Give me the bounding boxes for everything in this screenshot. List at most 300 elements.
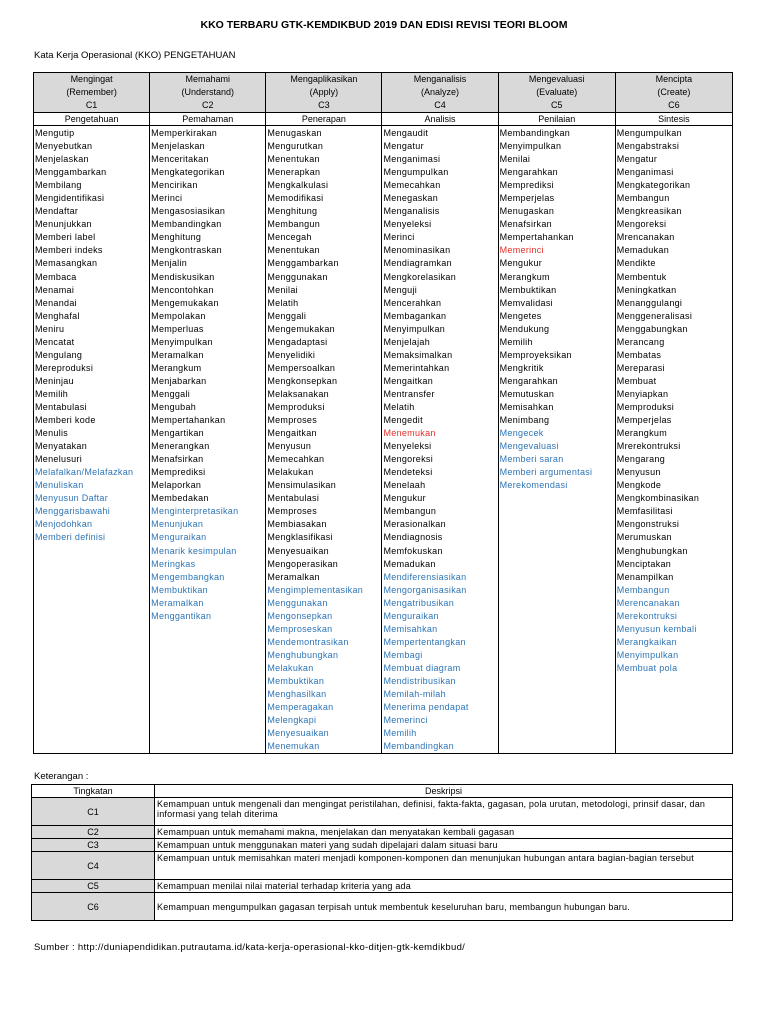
description-cell: Kemampuan mengumpulkan gagasan terpisah untuk membentuk keseluruhan baru, membangun hubungan baru. <box>155 893 733 921</box>
verb-item: Membatas <box>616 349 662 360</box>
verb-item: Memerintahkan <box>383 362 450 373</box>
verb-item: Mengonsepkan <box>267 610 333 621</box>
verb-item: Membangun <box>616 193 670 204</box>
verb-item: Mencirikan <box>151 180 198 191</box>
kko-table <box>33 72 733 754</box>
verb-item: Mempersoalkan <box>267 362 336 373</box>
verb-item: Melakukan <box>267 467 314 478</box>
verb-item: Memaksimalkan <box>383 349 453 360</box>
level-cell: C4 <box>32 852 155 880</box>
verb-item: Mrerekontruksi <box>616 441 681 452</box>
verb-item: Meramalkan <box>151 349 204 360</box>
verb-item: Memecahkan <box>383 180 441 191</box>
verb-item: Mengorganisasikan <box>383 584 467 595</box>
verb-item: Memprediksi <box>151 467 206 478</box>
verb-item: Memperagakan <box>267 702 334 713</box>
verb-item: Menuliskan <box>35 480 84 491</box>
verb-item: Membagi <box>383 649 423 660</box>
verb-item: Memperluas <box>151 323 204 334</box>
verb-item: Menyusun kembali <box>616 623 697 634</box>
verb-item: Merumuskan <box>616 532 672 543</box>
verb-item: Mengasosiasikan <box>151 206 226 217</box>
verb-item: Mengatur <box>383 141 424 152</box>
verb-item: Menulis <box>35 428 69 439</box>
verb-item: Mengkode <box>616 480 662 491</box>
verb-item: Menyusun <box>267 441 312 452</box>
verb-list-c4 <box>382 126 498 754</box>
verb-item: Memodifikasi <box>267 193 324 204</box>
keterangan-label: Keterangan : <box>34 771 89 782</box>
verb-item: Mentransfer <box>383 388 435 399</box>
verb-item: Memecahkan <box>267 454 325 465</box>
verb-item: Mengutip <box>35 128 75 138</box>
verb-item: Menerangkan <box>151 441 210 452</box>
verb-item: Mentabulasi <box>267 493 320 504</box>
description-header: Deskripsi <box>155 785 733 798</box>
verb-item: Merancang <box>616 336 665 347</box>
verb-item: Mengaudit <box>383 128 429 138</box>
verb-item: Memproyeksikan <box>499 349 572 360</box>
column-header-code: C4 <box>434 100 446 110</box>
verb-item: Mendiagnosis <box>383 532 443 543</box>
verb-item: Menginterpretasikan <box>151 506 239 517</box>
verb-item: Meninjau <box>35 375 74 386</box>
verb-item: Melengkapi <box>267 715 317 726</box>
verb-item: Memberi definisi <box>35 532 106 543</box>
verb-item: Menganalisis <box>383 206 440 217</box>
verb-item: Mengubah <box>151 401 197 412</box>
description-header-row <box>32 785 733 798</box>
description-cell: Kemampuan untuk memisahkan materi menjadi komponen-komponen dan menunjukan hubungan antara bagian-bagian tersebut <box>155 852 733 880</box>
verb-item: Mengoperasikan <box>267 558 339 569</box>
column-header-name: Mengaplikasikan <box>290 74 358 84</box>
verb-item: Memvalidasi <box>499 297 553 308</box>
verb-item: Mengetes <box>499 310 542 321</box>
verb-item: Memproduksi <box>616 401 675 412</box>
level-cell: C1 <box>32 798 155 826</box>
verb-item: Menceritakan <box>151 154 209 165</box>
verb-item: Mengkreasikan <box>616 206 682 217</box>
level-cell: C5 <box>32 880 155 893</box>
verb-item: Mengemukakan <box>267 323 335 334</box>
verb-item: Mengoreksi <box>383 454 433 465</box>
verb-item: Menemukan <box>383 428 436 439</box>
column-header-c3 <box>266 73 382 113</box>
verb-item: Mengarahkan <box>499 167 558 178</box>
verb-item: Melafalkan/Melafazkan <box>35 467 134 478</box>
verb-item: Mengadaptasi <box>267 336 328 347</box>
verb-item: Menyimpulkan <box>499 141 562 152</box>
verb-item: Mengkorelasikan <box>383 271 457 282</box>
verb-item: Mengkalkulasi <box>267 180 329 191</box>
verb-item: Menilai <box>499 154 531 165</box>
verb-item: Membandingkan <box>383 741 454 752</box>
verb-item: Menyimpulkan <box>151 336 213 347</box>
verb-item: Membedakan <box>151 493 209 504</box>
verb-item: Menggali <box>267 310 307 321</box>
verb-item: Menggeneralisasi <box>616 310 693 321</box>
verb-item: Menjodohkan <box>35 519 93 530</box>
verb-item: Mengembangkan <box>151 571 225 582</box>
verb-item: Memasangkan <box>35 258 98 269</box>
verb-item: Menyusun <box>616 467 661 478</box>
verb-item: Memperjelas <box>616 415 672 426</box>
column-subheader-row <box>34 113 733 126</box>
verb-item: Mendiagramkan <box>383 258 452 269</box>
verb-item: Mengimplementasikan <box>267 584 364 595</box>
verb-item: Mengecek <box>499 428 544 439</box>
column-header-code: C5 <box>550 100 563 110</box>
column-subheader-c3: Penerapan <box>266 113 382 126</box>
verb-item: Menggambarkan <box>35 167 107 178</box>
verb-item: Mengumpulkan <box>616 128 682 138</box>
verb-item: Mencerahkan <box>383 297 442 308</box>
source-citation: Sumber : http://duniapendidikan.putrautama.id/kata-kerja-operasional-kko-ditjen-gtk-kemdikbud/ <box>34 942 466 953</box>
verb-item: Memberi label <box>35 232 96 243</box>
column-header-c2 <box>150 73 266 113</box>
verb-item: Memisahkan <box>383 623 438 634</box>
verb-item: Memilih <box>35 388 69 399</box>
level-cell: C2 <box>32 826 155 839</box>
verb-item: Menyelidiki <box>267 349 316 360</box>
column-header-name: Mengevaluasi <box>528 74 585 84</box>
verb-list-c2 <box>150 126 266 754</box>
verb-item: Menafsirkan <box>499 219 552 230</box>
verb-item: Mendistribusikan <box>383 675 456 686</box>
column-header-c1 <box>34 73 150 113</box>
description-row <box>32 826 733 839</box>
verb-item: Mrencanakan <box>616 232 675 243</box>
verb-item: Memperkirakan <box>151 128 218 138</box>
verb-item: Merangkaikan <box>616 636 677 647</box>
verb-item: Mengoreksi <box>616 219 667 230</box>
verb-item: Mendukung <box>499 323 550 334</box>
verb-item: Menelusuri <box>35 454 83 465</box>
verb-item: Menunjukkan <box>35 219 92 230</box>
description-table <box>31 784 733 921</box>
verb-item: Menyusun Daftar <box>35 493 109 504</box>
verb-item: Mengedit <box>383 415 423 426</box>
column-subheader-c4: Analisis <box>382 113 498 126</box>
verb-item: Membuat diagram <box>383 662 461 673</box>
verb-item: Menghitung <box>151 232 202 243</box>
verb-item: Membangun <box>383 506 437 517</box>
verb-item: Membilang <box>35 180 82 191</box>
verb-item: Menjelaskan <box>35 154 89 165</box>
verb-item: Menugaskan <box>499 206 555 217</box>
verb-item: Menentukan <box>267 245 320 256</box>
verb-item: Menyimpulkan <box>383 323 446 334</box>
verb-item: Mengartikan <box>151 428 204 439</box>
verb-item: Menjabarkan <box>151 375 207 386</box>
column-subheader-c2: Pemahaman <box>150 113 266 126</box>
verb-item: Mereproduksi <box>35 362 94 373</box>
verb-item: Menafsirkan <box>151 454 204 465</box>
verb-list-c5 <box>498 126 615 754</box>
verb-item: Mengaitkan <box>267 428 317 439</box>
verb-item: Memperjelas <box>499 193 555 204</box>
verb-item: Memberi indeks <box>35 245 103 256</box>
verb-item: Mengukur <box>383 493 426 504</box>
verb-item: Menyebutkan <box>35 141 93 152</box>
column-header-en: (Apply) <box>309 87 339 97</box>
verb-item: Menjalin <box>151 258 188 269</box>
column-header-code: C1 <box>85 100 98 110</box>
verb-item: Menyimpulkan <box>616 649 679 660</box>
verb-item: Mempertentangkan <box>383 636 466 647</box>
level-header: Tingkatan <box>32 785 155 798</box>
level-cell: C3 <box>32 839 155 852</box>
verb-item: Menerapkan <box>267 167 321 178</box>
verb-item: Membangun <box>616 584 670 595</box>
verb-item: Mengemukakan <box>151 297 219 308</box>
verb-item: Melaksanakan <box>267 388 329 399</box>
column-header-en: (Analyze) <box>421 87 460 97</box>
column-header-code: C2 <box>201 100 214 110</box>
verb-item: Mengkonsepkan <box>267 375 338 386</box>
verb-item: Menggali <box>151 388 191 399</box>
column-header-name: Mengingat <box>70 74 113 84</box>
verb-item: Membentuk <box>616 271 667 282</box>
verb-item: Mendiferensiasikan <box>383 571 467 582</box>
verb-item: Memilah-milah <box>383 689 446 700</box>
verb-item: Menggabungkan <box>616 323 688 334</box>
verb-item: Menarik kesimpulan <box>151 545 237 556</box>
verb-list-c1 <box>34 126 150 754</box>
verb-item: Menyesuaikan <box>267 545 329 556</box>
description-cell: Kemampuan untuk mengenali dan mengingat peristilahan, definisi, fakta-fakta, gagasan, pola urutan, metodologi, prinsif dasar, dan informasi yang telah diterima <box>155 798 733 826</box>
verb-item: Mengevaluasi <box>499 441 559 452</box>
verb-item: Mengkategorikan <box>151 167 225 178</box>
description-row <box>32 893 733 921</box>
verb-item: Menunjukan <box>151 519 204 530</box>
verb-item: Menominasikan <box>383 245 451 256</box>
verb-item: Mencegah <box>267 232 312 243</box>
verb-item: Membiasakan <box>267 519 327 530</box>
verb-item: Membuat pola <box>616 662 678 673</box>
verb-item: Memerinci <box>383 715 428 726</box>
verb-item: Menampilkan <box>616 571 674 582</box>
table-subtitle: Kata Kerja Operasional (KKO) PENGETAHUAN <box>34 50 236 61</box>
verb-item: Merasionalkan <box>383 519 446 530</box>
verb-item: Memerinci <box>499 245 544 256</box>
column-header-name: Memahami <box>185 74 230 84</box>
verb-item: Merencanakan <box>616 597 680 608</box>
verb-item: Merekomendasi <box>499 480 568 491</box>
verb-item: Menandai <box>35 297 77 308</box>
verb-item: Mengonstruksi <box>616 519 680 530</box>
verb-item: Mencontohkan <box>151 284 214 295</box>
column-header-name: Menganalisis <box>413 74 467 84</box>
verb-item: Mempertahankan <box>499 232 574 243</box>
verb-item: Memberi argumentasi <box>499 467 593 478</box>
verb-item: Melatih <box>383 401 415 412</box>
verb-item: Membuktikan <box>151 584 208 595</box>
verb-item: Menjelaskan <box>151 141 205 152</box>
column-header-c6 <box>615 73 732 113</box>
verb-item: Mengulang <box>35 349 83 360</box>
verb-item: Merinci <box>151 193 183 204</box>
verb-item: Menganimasi <box>383 154 441 165</box>
verb-item: Menciptakan <box>616 558 672 569</box>
verb-item: Menugaskan <box>267 128 322 138</box>
verb-item: Membuktikan <box>499 284 557 295</box>
verb-item: Memfokuskan <box>383 545 443 556</box>
verb-item: Menghitung <box>267 206 318 217</box>
verb-item: Menghasilkan <box>267 689 327 700</box>
verb-item: Menelaah <box>383 480 426 491</box>
verb-item: Menguji <box>383 284 418 295</box>
verb-item: Mengarang <box>616 454 666 465</box>
verb-item: Mendeteksi <box>383 467 433 478</box>
verb-item: Meningkatkan <box>616 284 677 295</box>
column-header-c5 <box>498 73 615 113</box>
verb-item: Menentukan <box>267 154 320 165</box>
column-subheader-c6: Sintesis <box>615 113 732 126</box>
column-header-en: (Create) <box>657 87 691 97</box>
column-header-name: Mencipta <box>655 74 693 84</box>
verb-item: Membaca <box>35 271 77 282</box>
verb-item: Menguraikan <box>151 532 207 543</box>
verb-item: Mendiskusikan <box>151 271 215 282</box>
verb-item: Mempolakan <box>151 310 206 321</box>
verb-item: Menegaskan <box>383 193 439 204</box>
verb-item: Menemukan <box>267 741 320 752</box>
column-header-code: C6 <box>668 100 680 110</box>
description-row <box>32 880 733 893</box>
verb-item: Merangkum <box>499 271 550 282</box>
verb-item: Menguraikan <box>383 610 439 621</box>
verb-item: Mengkritik <box>499 362 544 373</box>
verb-item: Membuktikan <box>267 675 325 686</box>
verb-item: Menyeleksi <box>383 441 432 452</box>
verb-list-row <box>34 126 733 754</box>
verb-item: Mengabstraksi <box>616 141 680 152</box>
verb-item: Memutuskan <box>499 388 555 399</box>
verb-item: Memilih <box>499 336 533 347</box>
verb-item: Menggarisbawahi <box>35 506 111 517</box>
verb-item: Menghafal <box>35 310 80 321</box>
column-subheader-c5: Penilaian <box>498 113 615 126</box>
verb-item: Memfasilitasi <box>616 506 673 517</box>
verb-item: Mendaftar <box>35 206 79 217</box>
verb-item: Mendikte <box>616 258 656 269</box>
column-header-row <box>34 73 733 113</box>
verb-item: Mengkategorikan <box>616 180 691 191</box>
verb-item: Mengkontraskan <box>151 245 222 256</box>
description-row <box>32 798 733 826</box>
verb-item: Melakukan <box>267 662 314 673</box>
verb-item: Membandingkan <box>499 128 571 138</box>
verb-item: Mengaitkan <box>383 375 433 386</box>
verb-item: Mengarahkan <box>499 375 558 386</box>
verb-item: Menganimasi <box>616 167 674 178</box>
verb-item: Meniru <box>35 323 65 334</box>
verb-item: Mengidentifikasi <box>35 193 105 204</box>
verb-item: Memadukan <box>616 245 670 256</box>
verb-item: Menerima pendapat <box>383 702 469 713</box>
verb-item: Menggunakan <box>267 271 328 282</box>
description-cell: Kemampuan menilai nilai material terhadap kriteria yang ada <box>155 880 733 893</box>
verb-item: Meramalkan <box>151 597 204 608</box>
verb-item: Memproseskan <box>267 623 333 634</box>
verb-item: Merinci <box>383 232 415 243</box>
verb-item: Memproses <box>267 415 318 426</box>
verb-item: Mengklasifikasi <box>267 532 333 543</box>
verb-item: Mengurutkan <box>267 141 324 152</box>
verb-item: Menggantikan <box>151 610 212 621</box>
column-header-en: (Understand) <box>181 87 234 97</box>
level-cell: C6 <box>32 893 155 921</box>
column-header-en: (Evaluate) <box>536 87 578 97</box>
verb-item: Membagankan <box>383 310 447 321</box>
verb-item: Menggunakan <box>267 597 328 608</box>
verb-item: Membuat <box>616 375 657 386</box>
description-row <box>32 852 733 880</box>
verb-item: Mengukur <box>499 258 543 269</box>
verb-item: Meramalkan <box>267 571 320 582</box>
verb-item: Mencatat <box>35 336 75 347</box>
verb-item: Menyeleksi <box>383 219 432 230</box>
verb-item: Memproduksi <box>267 401 325 412</box>
verb-item: Menamai <box>35 284 75 295</box>
verb-item: Menyatakan <box>35 441 88 452</box>
column-subheader-c1: Pengetahuan <box>34 113 150 126</box>
verb-item: Merangkum <box>616 428 667 439</box>
verb-item: Mereparasi <box>616 362 665 373</box>
verb-item: Meringkas <box>151 558 196 569</box>
verb-item: Mensimulasikan <box>267 480 337 491</box>
verb-item: Mengatur <box>616 154 658 165</box>
description-cell: Kemampuan untuk memahami makna, menjelakan dan menyatakan kembali gagasan <box>155 826 733 839</box>
page-title: KKO TERBARU GTK-KEMDIKBUD 2019 DAN EDISI REVISI TEORI BLOOM <box>200 19 568 31</box>
verb-item: Membangun <box>267 219 321 230</box>
verb-item: Mentabulasi <box>35 401 87 412</box>
verb-item: Melatih <box>267 297 299 308</box>
column-header-code: C3 <box>318 100 330 110</box>
column-header-c4 <box>382 73 498 113</box>
verb-item: Menimbang <box>499 415 550 426</box>
verb-item: Mengatribusikan <box>383 597 455 608</box>
verb-item: Memilih <box>383 728 417 739</box>
verb-item: Melaporkan <box>151 480 202 491</box>
verb-item: Menghubungkan <box>616 545 688 556</box>
verb-list-c6 <box>615 126 732 754</box>
verb-item: Menyesuaikan <box>267 728 329 739</box>
description-row <box>32 839 733 852</box>
verb-item: Menilai <box>267 284 298 295</box>
verb-item: Menghubungkan <box>267 649 339 660</box>
verb-item: Menjelajah <box>383 336 430 347</box>
verb-item: Memberi kode <box>35 415 96 426</box>
verb-list-c3 <box>266 126 382 754</box>
verb-item: Menggambarkan <box>267 258 339 269</box>
verb-item: Merangkum <box>151 362 202 373</box>
verb-item: Mendemontrasikan <box>267 636 349 647</box>
verb-item: Menanggulangi <box>616 297 683 308</box>
verb-item: Mengkombinasikan <box>616 493 700 504</box>
column-header-en: (Remember) <box>66 87 117 97</box>
verb-item: Mengumpulkan <box>383 167 449 178</box>
verb-item: Memadukan <box>383 558 436 569</box>
verb-item: Membandingkan <box>151 219 222 230</box>
description-cell: Kemampuan untuk menggunakan materi yang sudah dipelajari dalam situasi baru <box>155 839 733 852</box>
verb-item: Memberi saran <box>499 454 564 465</box>
verb-item: Memisahkan <box>499 401 554 412</box>
verb-item: Menyiapkan <box>616 388 669 399</box>
verb-item: Mempertahankan <box>151 415 226 426</box>
verb-item: Memproses <box>267 506 318 517</box>
